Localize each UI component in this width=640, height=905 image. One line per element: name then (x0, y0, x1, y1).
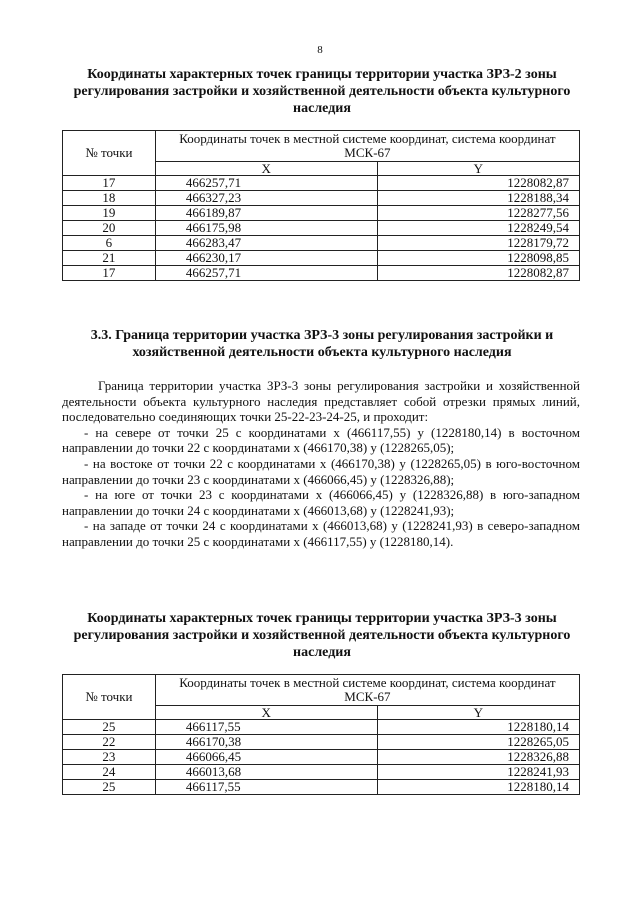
point-number-cell: 24 (63, 765, 156, 780)
table2-title: Координаты характерных точек границы территории участка ЗРЗ-3 зоны регулирования застройки и хозяйственной деятельности объекта культурного наследия (73, 611, 571, 660)
table-row (63, 765, 580, 780)
table2-col-y: Y (377, 706, 579, 720)
x-coordinate-cell: 466327,23 (155, 191, 377, 206)
table-row (63, 221, 580, 236)
table1-body (63, 176, 580, 281)
point-number-cell: 25 (63, 720, 156, 735)
table-row (63, 750, 580, 765)
y-coordinate-cell: 1228326,88 (377, 750, 579, 765)
x-coordinate-cell: 466117,55 (155, 780, 377, 795)
table2-body (63, 720, 580, 795)
table2-col-x: X (155, 706, 377, 720)
table-row (63, 720, 580, 735)
point-number-cell: 25 (63, 780, 156, 795)
x-coordinate-cell: 466189,87 (155, 206, 377, 221)
x-coordinate-cell: 466283,47 (155, 236, 377, 251)
section-item-west: - на западе от точки 24 с координатами х (466013,68) у (1228241,93) в северо-западном направлении до точки 25 с координатами х (466117,55) у (1228180,14). (62, 518, 580, 549)
point-number-cell: 6 (63, 236, 156, 251)
table1-col-coords: Координаты точек в местной системе координат, система координат МСК-67 (155, 131, 579, 162)
y-coordinate-cell: 1228265,05 (377, 735, 579, 750)
y-coordinate-cell: 1228179,72 (377, 236, 579, 251)
point-number-cell: 17 (63, 266, 156, 281)
section-item-south: - на юге от точки 23 с координатами х (466066,45) у (1228326,88) в юго-западном направлении до точки 24 с координатами х (466013,68) у (1228241,93); (62, 487, 580, 518)
table-row (63, 176, 580, 191)
x-coordinate-cell: 466117,55 (155, 720, 377, 735)
point-number-cell: 20 (63, 221, 156, 236)
y-coordinate-cell: 1228082,87 (377, 176, 579, 191)
table1-col-y: Y (377, 162, 579, 176)
table1-col-x: X (155, 162, 377, 176)
y-coordinate-cell: 1228082,87 (377, 266, 579, 281)
table2-col-coords: Координаты точек в местной системе координат, система координат МСК-67 (155, 675, 579, 706)
section-heading: 3.3. Граница территории участка ЗРЗ-3 зоны регулирования застройки и хозяйственной деятельности объекта культурного наследия (90, 328, 554, 360)
table2 (62, 674, 580, 795)
table2-col-no: № точки (63, 675, 156, 720)
point-number-cell: 22 (63, 735, 156, 750)
section-item-north: - на севере от точки 25 с координатами х (466117,55) у (1228180,14) в восточном направлении до точки 22 с координатами х (466170,38) у (1228265,05); (62, 424, 580, 456)
table1 (62, 130, 580, 281)
point-number-cell: 18 (63, 191, 156, 206)
section-body (62, 378, 580, 550)
x-coordinate-cell: 466013,68 (155, 765, 377, 780)
table1-col-no: № точки (63, 131, 156, 176)
point-number-cell: 23 (63, 750, 156, 765)
point-number-cell: 21 (63, 251, 156, 266)
y-coordinate-cell: 1228098,85 (377, 251, 579, 266)
table-row (63, 266, 580, 281)
y-coordinate-cell: 1228277,56 (377, 206, 579, 221)
table-row (63, 735, 580, 750)
x-coordinate-cell: 466230,17 (155, 251, 377, 266)
y-coordinate-cell: 1228180,14 (377, 780, 579, 795)
point-number-cell: 17 (63, 176, 156, 191)
x-coordinate-cell: 466257,71 (155, 176, 377, 191)
table-row (63, 780, 580, 795)
table-row (63, 236, 580, 251)
x-coordinate-cell: 466170,38 (155, 735, 377, 750)
section-item-east: - на востоке от точки 22 с координатами х (466170,38) у (1228265,05) в юго-восточном направлении до точки 23 с координатами х (466066,45) у (1228326,88); (62, 455, 580, 487)
table-row (63, 191, 580, 206)
x-coordinate-cell: 466066,45 (155, 750, 377, 765)
x-coordinate-cell: 466175,98 (155, 221, 377, 236)
section-intro: Граница территории участка ЗРЗ-3 зоны регулирования застройки и хозяйственной деятельности объекта культурного наследия представляет собой отрезки прямых линий, последовательно соединяющих точки 25-22-23-24-25, и проходит: (62, 378, 580, 425)
page-number: 8 (317, 44, 323, 56)
y-coordinate-cell: 1228180,14 (377, 720, 579, 735)
y-coordinate-cell: 1228241,93 (377, 765, 579, 780)
table1-title: Координаты характерных точек границы территории участка ЗРЗ-2 зоны регулирования застройки и хозяйственной деятельности объекта культурного наследия (73, 67, 571, 116)
table-row (63, 251, 580, 266)
point-number-cell: 19 (63, 206, 156, 221)
table-row (63, 206, 580, 221)
x-coordinate-cell: 466257,71 (155, 266, 377, 281)
y-coordinate-cell: 1228188,34 (377, 191, 579, 206)
y-coordinate-cell: 1228249,54 (377, 221, 579, 236)
